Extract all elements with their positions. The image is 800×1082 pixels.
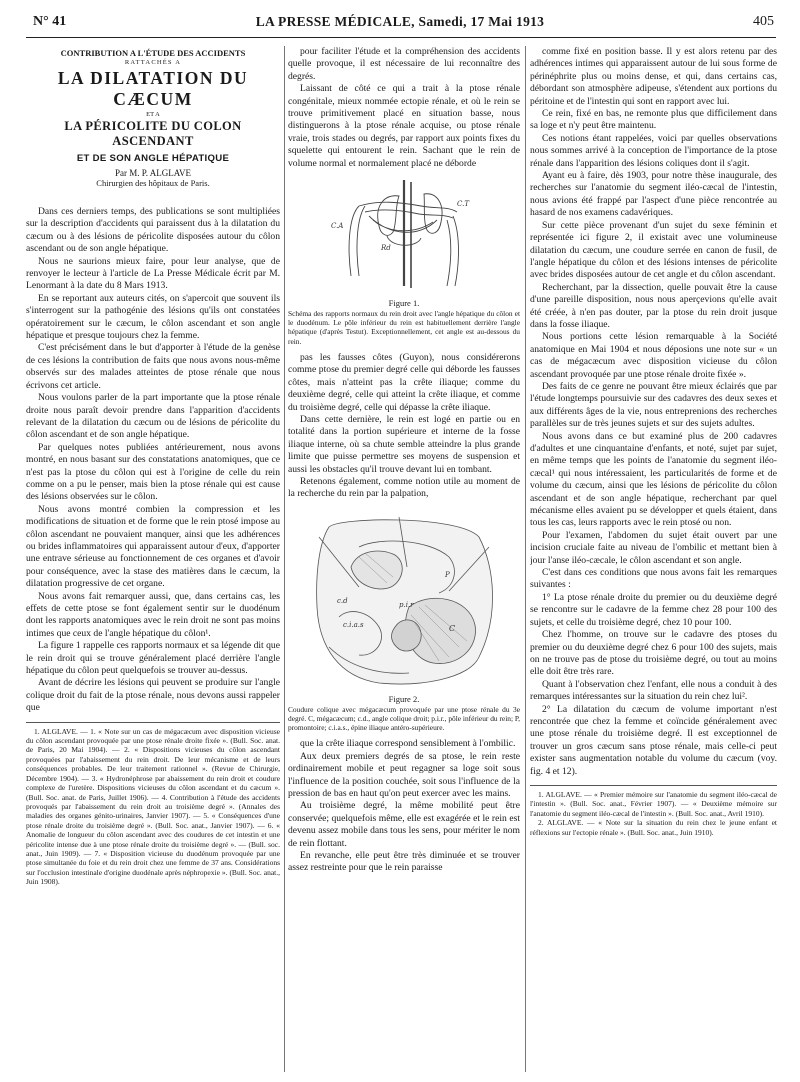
paragraph: C'est dans ces conditions que nous avons fait les remarques suivantes : (530, 567, 777, 591)
issue-number: N° 41 (33, 14, 67, 29)
paragraph: Pour l'examen, l'abdomen du sujet était ouvert par une incision cruciale faite au niveau de l'ombilic et mettant bien à jour l'anse iléo-cæcale, le côlon ascendant et son angle. (530, 529, 777, 566)
footnote: 2. ALGLAVE. — « Note sur la situation du rein chez le jeune enfant et réflexions sur l'ectopie rénale ». (Bull. Soc. anat., Juin 1910). (530, 818, 777, 837)
paragraph: Des faits de ce genre ne pouvant être mieux éclairés que par l'étude longtemps poursuivie sur des cadavres des deux sexes et aux différents âges de la vie, nous entreprenions des recherches parallèles sur de très jeunes sujets et sur des sujets adultes. (530, 380, 777, 430)
article-author: Par M. P. ALGLAVE (114, 168, 192, 178)
title-conjunction: ET A (146, 111, 160, 118)
figure-letter: C.A (331, 222, 344, 231)
paragraph: que la crête iliaque correspond sensiblement à l'ombilic. (300, 738, 516, 750)
paragraph: Nous avons montré combien la compression et les modifications de situation et de forme que le rein ptosé impose au côlon ascendant ne pouvaient manquer, ainsi que les adhérences ou brides inflammatoires qui apparaissent autour d'eux, d'apporter une entrave sérieuse au fonctionnement de ces organes et d'avoir pour conséquence, avec la stase des matières dans le cæcum, la dilatation progressive de cet organe. (26, 503, 280, 590)
paragraph: Nous voulons parler de la part importante que la ptose rénale droite nous paraît devoir prendre dans l'apparition d'accidents relevant de la dilatation du cæcum ou de lésions de péricolite du côlon ascendant et de son angle hépatique. (26, 392, 280, 441)
article-title: LA DILATATION DU CÆCUM (57, 68, 249, 109)
page-header (0, 0, 800, 42)
paragraph: En revanche, elle peut être très diminuée et se trouver assez restreinte pour que le rein paraisse (288, 850, 520, 874)
paragraph: Quant à l'observation chez l'enfant, elle nous a conduit à des remarques intéressantes sur la situation du rein chez lui². (530, 678, 777, 703)
paragraph: Nous ne saurions mieux faire, pour leur analyse, que de renvoyer le lecteur à l'article de La Presse Médicale écrit par M. Lenormant à la date du 8 Mars 1913. (26, 255, 280, 292)
paragraph: comme fixé en position basse. Il y est alors retenu par des adhérences intimes qui apparaissent autour de lui sous forme de périnéphrite plus ou moins dense, et qui, dans certains cas, débordant son atmosphère adipeuse, s'étendent aux portions du péritoine et de l'intestin qui sont en rapport avec lui. (530, 46, 777, 107)
figure-2-specimen-illustration (299, 507, 509, 692)
figure-2-caption: Coudure colique avec mégacæcum provoquée par une ptose rénale du 3e degré. C, mégacæcum; c.d., angle colique droit; p.i.r., pôle inférieur du rein; P, promontoire; c.i.a.s., épine iliaque antéro-supérieure. (288, 704, 520, 733)
paragraph: Ces notions étant rappelées, voici par quelles observations nous sommes arrivé à la conception de l'importance de la ptose rénale dans l'apparition des lésions coliques dont il s'agit. (530, 132, 777, 169)
paragraph: Nous avons dans ce but examiné plus de 200 cadavres d'adultes et une cinquantaine d'enfants, et noté, sujet par sujet, en même temps que les points de l'anatomie du segment iléo-cæcal¹ qui nous intéressaient, les particularités de forme et de volume du cæcum, ainsi que les lésions de péricolite du côlon ascendant et de son angle hépatique, recherchant par quel mécanisme elles avaient pu se développer et quels étaient, dans tous les cas, leurs rapports avec le rein ptosé ou non. (530, 430, 777, 529)
figure-2-label: Figure 2. (388, 693, 420, 704)
paragraph: Ce rein, fixé en bas, ne remonte plus que difficilement dans sa loge et n'y peut être maintenu. (530, 108, 777, 132)
paragraph: Chez l'homme, on trouve sur le cadavre des ptoses du premier ou du deuxième degré chez 6 pour 100 des sujets, mais on ne trouve pas de ptose du troisième degré, ou tout au moins elle doit être très rare. (530, 629, 777, 678)
figure-letter: C (449, 623, 456, 633)
journal-title: LA PRESSE MÉDICALE, Samedi, 17 Mai 1913 (255, 14, 545, 29)
paragraph: Recherchant, par la dissection, quelle pouvait être la cause d'une pareille disposition, nous nous aperçevions qu'elle avait été créée, à n'en pas douter, par la ptose du rein droit jusque dans la fosse iliaque. (530, 281, 777, 330)
paragraph: Laissant de côté ce qui a trait à la ptose rénale congénitale, mieux nommée ectopie rénale, et où le rein se trouve primitivement placé en situation basse, nous distinguerons à la ptose rénale acquise, ou ptose rénale vraie, trois stades ou degrés, par rapport aux points fixes du squelette qui entourent le rein. Sachant que le rein de volume normal et normalement placé ne déborde (288, 83, 520, 169)
paragraph: 2° La dilatation du cæcum de volume important n'est rencontrée que chez la femme et coïncide généralement avec une ptose rénale du troisième degré. Il est exceptionnel de trouver un gros cæcum sans ptose rénale, mais celle-ci peut exister sans augmentation notable du volume du cæcum (voy. fig. 4 et 12). (530, 703, 777, 777)
figure-letter: c.d (337, 596, 348, 605)
footnote: 1. ALGLAVE. — 1. « Note sur un cas de mégacæcum avec disposition vicieuse du côlon ascendant provoquée par une ptose rénale droite fixée ». (Bull. Soc. anat. de Paris, 20 Mai 1904). — 2. « Dispositions vicieuses du côlon ascendant provoquées par l'abaissement du rein droit. De leur mécanisme et de leurs conséquences probables. De leur traitement rationnel ». (Revue de Chirurgie, Décembre 1904). — 3. « Hydronéphrose par abaissement du rein droit et coudure complexe de l'uretère. Dispositions vicieuses du côlon ascendant et du cæcum ». (Bull. Soc. anat. de Paris, Juillet 1906). — 4. Contribution à l'étude des accidents provoqués par l'abaissement du rein droit au troisième degré ». (Annales des maladies des organes génito-urinaires, Janvier 1907). — 5. « Conséquences d'une ptose rénale droite du troisième degré ». (Bull. Soc. anat., Janvier 1907). — 6. « Anomalie de longueur du côlon ascendant avec des coudures de cet intestin et une péricolite intense due à une ptose rénale droite du troisième degré ». — (Bull. soc. anat., Juin 1909). — 7. « Disposition vicieuse du duodénum provoquée par une ptose simultanée du foie et du rein droit chez une femme de 37 ans. Considérations sur l'occlusion intestinale d'origine duodénale après néphropexie ». (Bull. Soc. anat., Juin 1908). (26, 726, 280, 887)
article-title-2: LA PÉRICOLITE DU COLON ASCENDANT (64, 119, 242, 148)
article-supertitle: CONTRIBUTION A L'ÉTUDE DES ACCIDENTS (60, 48, 246, 58)
figure-letter: C.T (457, 200, 470, 209)
paragraph: pour faciliter l'étude et la compréhension des accidents quelle provoque, il est nécessaire de lui reconnaître des degrés. (288, 46, 520, 82)
header-rule (26, 37, 776, 38)
figure-1-anatomy-illustration (329, 176, 479, 296)
figure-1-caption: Schéma des rapports normaux du rein droit avec l'angle hépatique du côlon et le duodénum. Le pôle inférieur du rein est habituellement derrière l'angle hépatique (d'après Testut). Exceptionnellement, cet angle est au-dessous du rein. (288, 309, 520, 346)
figure-letter: P (445, 570, 450, 579)
column-1 (26, 46, 280, 1074)
paragraph: Ayant eu à faire, dès 1903, pour notre thèse inaugurale, des recherches sur l'anatomie du segment iléo-cæcal de l'intestin, nous avions été frappé par l'aspect d'une pièce rencontrée au hasard de nos examens cadavériques. (530, 170, 777, 219)
page-number: 405 (753, 14, 774, 29)
figure-letter: c.i.a.s (343, 620, 364, 629)
paragraph: Nous portions cette lésion remarquable à la Société anatomique en Mai 1904 et nous déposions une note sur « un cas de mégacæcum avec disposition vicieuse du côlon ascendant provoquée par une ptose rénale droite fixée ». (530, 331, 777, 380)
paragraph: La figure 1 rappelle ces rapports normaux et sa légende dit que le rein droit qui se trouve généralement placé derrière l'angle hépatique du côlon peut quelquefois se trouver au-dessus. (26, 640, 280, 677)
column-separator (284, 46, 285, 1072)
figure-1-label: Figure 1. (388, 298, 420, 309)
figure-letter: Rd (381, 244, 391, 253)
paragraph: Dans cette dernière, le rein est logé en partie ou en totalité dans la portion supérieure et interne de la fosse iliaque interne, où sa chute semble atteindre la plus grande limite que puisse permettre ses moyens de suspension et aussi les obstacles qu'il trouve devant lui en tombant. (288, 413, 520, 475)
paragraph: pas les fausses côtes (Guyon), nous considérerons comme ptose du premier degré celle qui déborde les fausses côtes, mais n'atteint pas la crête iliaque; comme du deuxième degré, celle qui atteint la crête iliaque, et comme du troisième degré, celle qui dépasse la crête iliaque. (288, 351, 520, 413)
paragraph: Retenons également, comme notion utile au moment de la recherche du rein par la palpation, (288, 475, 520, 500)
footnotes (26, 722, 280, 887)
figure-letter: p.i.r (399, 600, 414, 609)
author-affiliation: Chirurgien des hôpitaux de Paris. (96, 178, 210, 188)
paragraph: En se reportant aux auteurs cités, on s'apercoit que souvent ils s'interrogent sur la pathogénie des lésions qu'ils ont constatées opératoirement sur le cæcum, le côlon ascendant et son angle hépatique et presque toujours chez la femme. (26, 292, 280, 342)
footnote: 1. ALGLAVE. — « Premier mémoire sur l'anatomie du segment iléo-cæcal de l'intestin ». (Bull. Soc. anat., Février 1907). — « Deuxième mémoire sur l'anatomie du segment iléo-cæcal de l'intestin ». (Bull. Soc. anat., Avril 1910). (530, 789, 777, 818)
paragraph: Avant de décrire les lésions qui peuvent se produire sur l'angle colique droit du fait de la ptose rénale, nous devons aussi rappeler que (26, 677, 280, 714)
paragraph: Par quelques notes publiées antérieurement, nous avons montré, en nous basant sur des constatations anatomiques, que ce n'est pas la ptose du côlon qui est à l'origine de celle du rein comme on a pu le penser, mais bien la ptose rénale qui est cause des lésions observées sur le côlon. (26, 441, 280, 503)
footnotes (530, 785, 777, 837)
paragraph: Au troisième degré, la même mobilité peut être conservée; quelquefois même, elle est exagérée et le rein est devenu assez mobile dans tous les sens, pour mériter le nom de rein flottant. (288, 800, 520, 849)
column-2 (288, 46, 520, 1074)
article-title-3: ET DE SON ANGLE HÉPATIQUE (76, 153, 230, 164)
paragraph: Dans ces derniers temps, des publications se sont multipliées sur la description d'accidents qui paraissent dus à la dilatation du cæcum ou à des lésions de péricolite disposées autour du côlon ascendant ou de son angle hépatique. (26, 206, 280, 255)
paragraph: Aux deux premiers degrés de sa ptose, le rein reste ordinairement mobile et peut regagner sa loge soit sous l'influence de la position couchée, soit sous l'influence de la pression de bas en haut qu'on peut exercer avec les mains. (288, 750, 520, 799)
paragraph: Sur cette pièce provenant d'un sujet du sexe féminin et représentée ici figure 2, il existait avec une volumineuse dilatation du cæcum, une coudure serrée en canon de fusil, de l'angle hépatique du côlon et des lésions intenses de péricolite avec brides disposées autour de cet angle et du côlon ascendant. (530, 219, 777, 281)
paragraph: 1° La ptose rénale droite du premier ou du deuxième degré se rencontre sur le cadavre de la femme chez 28 pour 100 des sujets, et celle du troisième degré, chez 10 pour 100. (530, 591, 777, 628)
column-separator (525, 46, 526, 1072)
article-supertitle-2: RATTACHÉS A (124, 59, 182, 66)
paragraph: Nous avons fait remarquer aussi, que, dans certains cas, les effets de cette ptose se font également sentir sur le duodénum dont les rapports anatomiques avec le rein droit ne sont pas moins intimes que ceux de l'angle hépatique du côlon¹. (26, 590, 280, 639)
paragraph: C'est précisément dans le but d'apporter à l'étude de la genèse de ces lésions la contribution de faits que nous avons nous-même observés sur des malades atteintes de ptose rénale que nous écrivons cet article. (26, 342, 280, 391)
column-3 (530, 46, 777, 1074)
